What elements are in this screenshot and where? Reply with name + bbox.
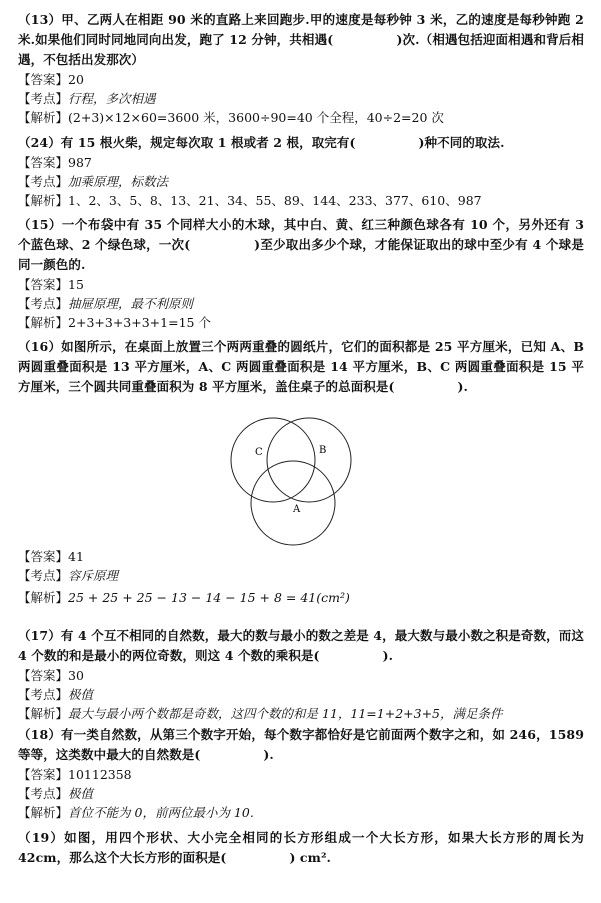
analysis-row [18, 803, 584, 822]
analysis-label: 【解析】 [18, 706, 69, 721]
circle-c [231, 418, 315, 502]
analysis-row [18, 313, 584, 332]
problem-18 [18, 725, 584, 822]
point-row [18, 172, 584, 191]
point-row [18, 566, 584, 585]
point-label: 【考点】 [18, 91, 69, 106]
point-value: 极值 [68, 786, 94, 801]
point-row [18, 294, 584, 313]
question-text: （15）一个布袋中有 35 个同样大小的木球，其中白、黄、红三种颜色球各有 10 个，另外还有 3 个蓝色球、2 个绿色球，一次( )至少取出多少个球，才能保证取出的球中至少有 4 个球是同一颜色的. [18, 217, 584, 272]
analysis-label: 【解析】 [18, 110, 69, 125]
question-text: （13）甲、乙两人在相距 90 米的直路上来回跑步.甲的速度是每秒钟 3 米，乙的速度是每秒钟跑 2 米.如果他们同时同地同向出发，跑了 12 分钟，共相遇( )次.（相遇包括迎面相遇和背后相遇，不包括出发那次） [18, 12, 584, 67]
circle-b [267, 418, 351, 502]
analysis-value: 1、2、3、5、8、13、21、34、55、89、144、233、377、610、987 [68, 193, 482, 208]
answer-row [18, 275, 584, 294]
answer-value: 41 [68, 549, 84, 564]
point-label: 【考点】 [18, 687, 69, 702]
answer-row [18, 765, 584, 784]
analysis-value: 最大与最小两个数都是奇数，这四个数的和是 11，11=1+2+3+5，满足条件 [68, 706, 503, 721]
analysis-row [18, 108, 584, 127]
answer-label: 【答案】 [18, 549, 69, 564]
analysis-value: 25 + 25 + 25 − 13 − 14 − 15 + 8 = 41(cm²) [68, 590, 350, 605]
analysis-row [18, 191, 584, 210]
point-label: 【考点】 [18, 568, 69, 583]
point-label: 【考点】 [18, 296, 69, 311]
point-row [18, 89, 584, 108]
analysis-label: 【解析】 [18, 805, 69, 820]
point-row [18, 784, 584, 803]
problem-24 [18, 133, 584, 210]
answer-label: 【答案】 [18, 767, 69, 782]
question-text: （17）有 4 个互不相同的自然数，最大的数与最小的数之差是 4，最大数与最小数之积是奇数，而这 4 个数的和是最小的两位奇数，则这 4 个数的乘积是( ). [18, 628, 584, 663]
point-value: 行程，多次相遇 [68, 91, 156, 106]
point-value: 抽屉原理，最不利原则 [68, 296, 194, 311]
problem-13 [18, 10, 584, 127]
analysis-label: 【解析】 [18, 315, 69, 330]
answer-row [18, 547, 584, 566]
answer-label: 【答案】 [18, 72, 69, 87]
analysis-row [18, 704, 584, 723]
answer-value: 30 [68, 668, 84, 683]
analysis-value: (2+3)×12×60=3600 米，3600÷90=40 个全程，40÷2=20 次 [68, 110, 444, 125]
analysis-row [18, 588, 584, 607]
point-value: 容斥原理 [68, 568, 119, 583]
point-label: 【考点】 [18, 786, 69, 801]
circle-a [251, 461, 335, 545]
point-value: 加乘原理，标数法 [68, 174, 169, 189]
analysis-label: 【解析】 [18, 193, 69, 208]
analysis-value: 首位不能为 0，前两位最小为 10. [68, 805, 254, 820]
venn-diagram [225, 412, 355, 547]
question-text: （16）如图所示，在桌面上放置三个两两重叠的圆纸片，它们的面积都是 25 平方厘米，已知 A、B 两圆重叠面积是 13 平方厘米，A、C 两圆重叠面积是 14 平方厘米，B、C 两圆重叠面积是 15 平方厘米，三个圆共同重叠面积为 8 平方厘米，盖住桌子的总面积是( ). [18, 339, 584, 394]
answer-row [18, 153, 584, 172]
question-text: （19）如图，用四个形状、大小完全相同的长方形组成一个大长方形，如果大长方形的周长为 42cm，那么这个大长方形的面积是( ) cm². [18, 830, 584, 865]
answer-row [18, 666, 584, 685]
problem-19 [18, 828, 584, 868]
answer-row [18, 70, 584, 89]
label-b: B [319, 445, 327, 456]
problem-15 [18, 215, 584, 332]
answer-value: 10112358 [68, 767, 132, 782]
point-row [18, 685, 584, 704]
analysis-label: 【解析】 [18, 590, 69, 605]
point-value: 极值 [68, 687, 94, 702]
point-label: 【考点】 [18, 174, 69, 189]
answer-value: 15 [68, 277, 84, 292]
answer-value: 20 [68, 72, 84, 87]
problem-17 [18, 626, 584, 723]
analysis-value: 2+3+3+3+3+1=15 个 [68, 315, 211, 330]
label-a: A [293, 504, 301, 515]
label-c: C [255, 447, 263, 458]
problem-16-answer [18, 547, 584, 607]
question-text: （24）有 15 根火柴，规定每次取 1 根或者 2 根，取完有( )种不同的取法. [18, 135, 505, 150]
answer-value: 987 [68, 155, 92, 170]
question-text: （18）有一类自然数，从第三个数字开始，每个数字都恰好是它前面两个数字之和，如 246，1589 等等，这类数中最大的自然数是( ). [18, 727, 584, 762]
answer-label: 【答案】 [18, 277, 69, 292]
answer-label: 【答案】 [18, 668, 69, 683]
problem-16 [18, 337, 584, 397]
answer-label: 【答案】 [18, 155, 69, 170]
